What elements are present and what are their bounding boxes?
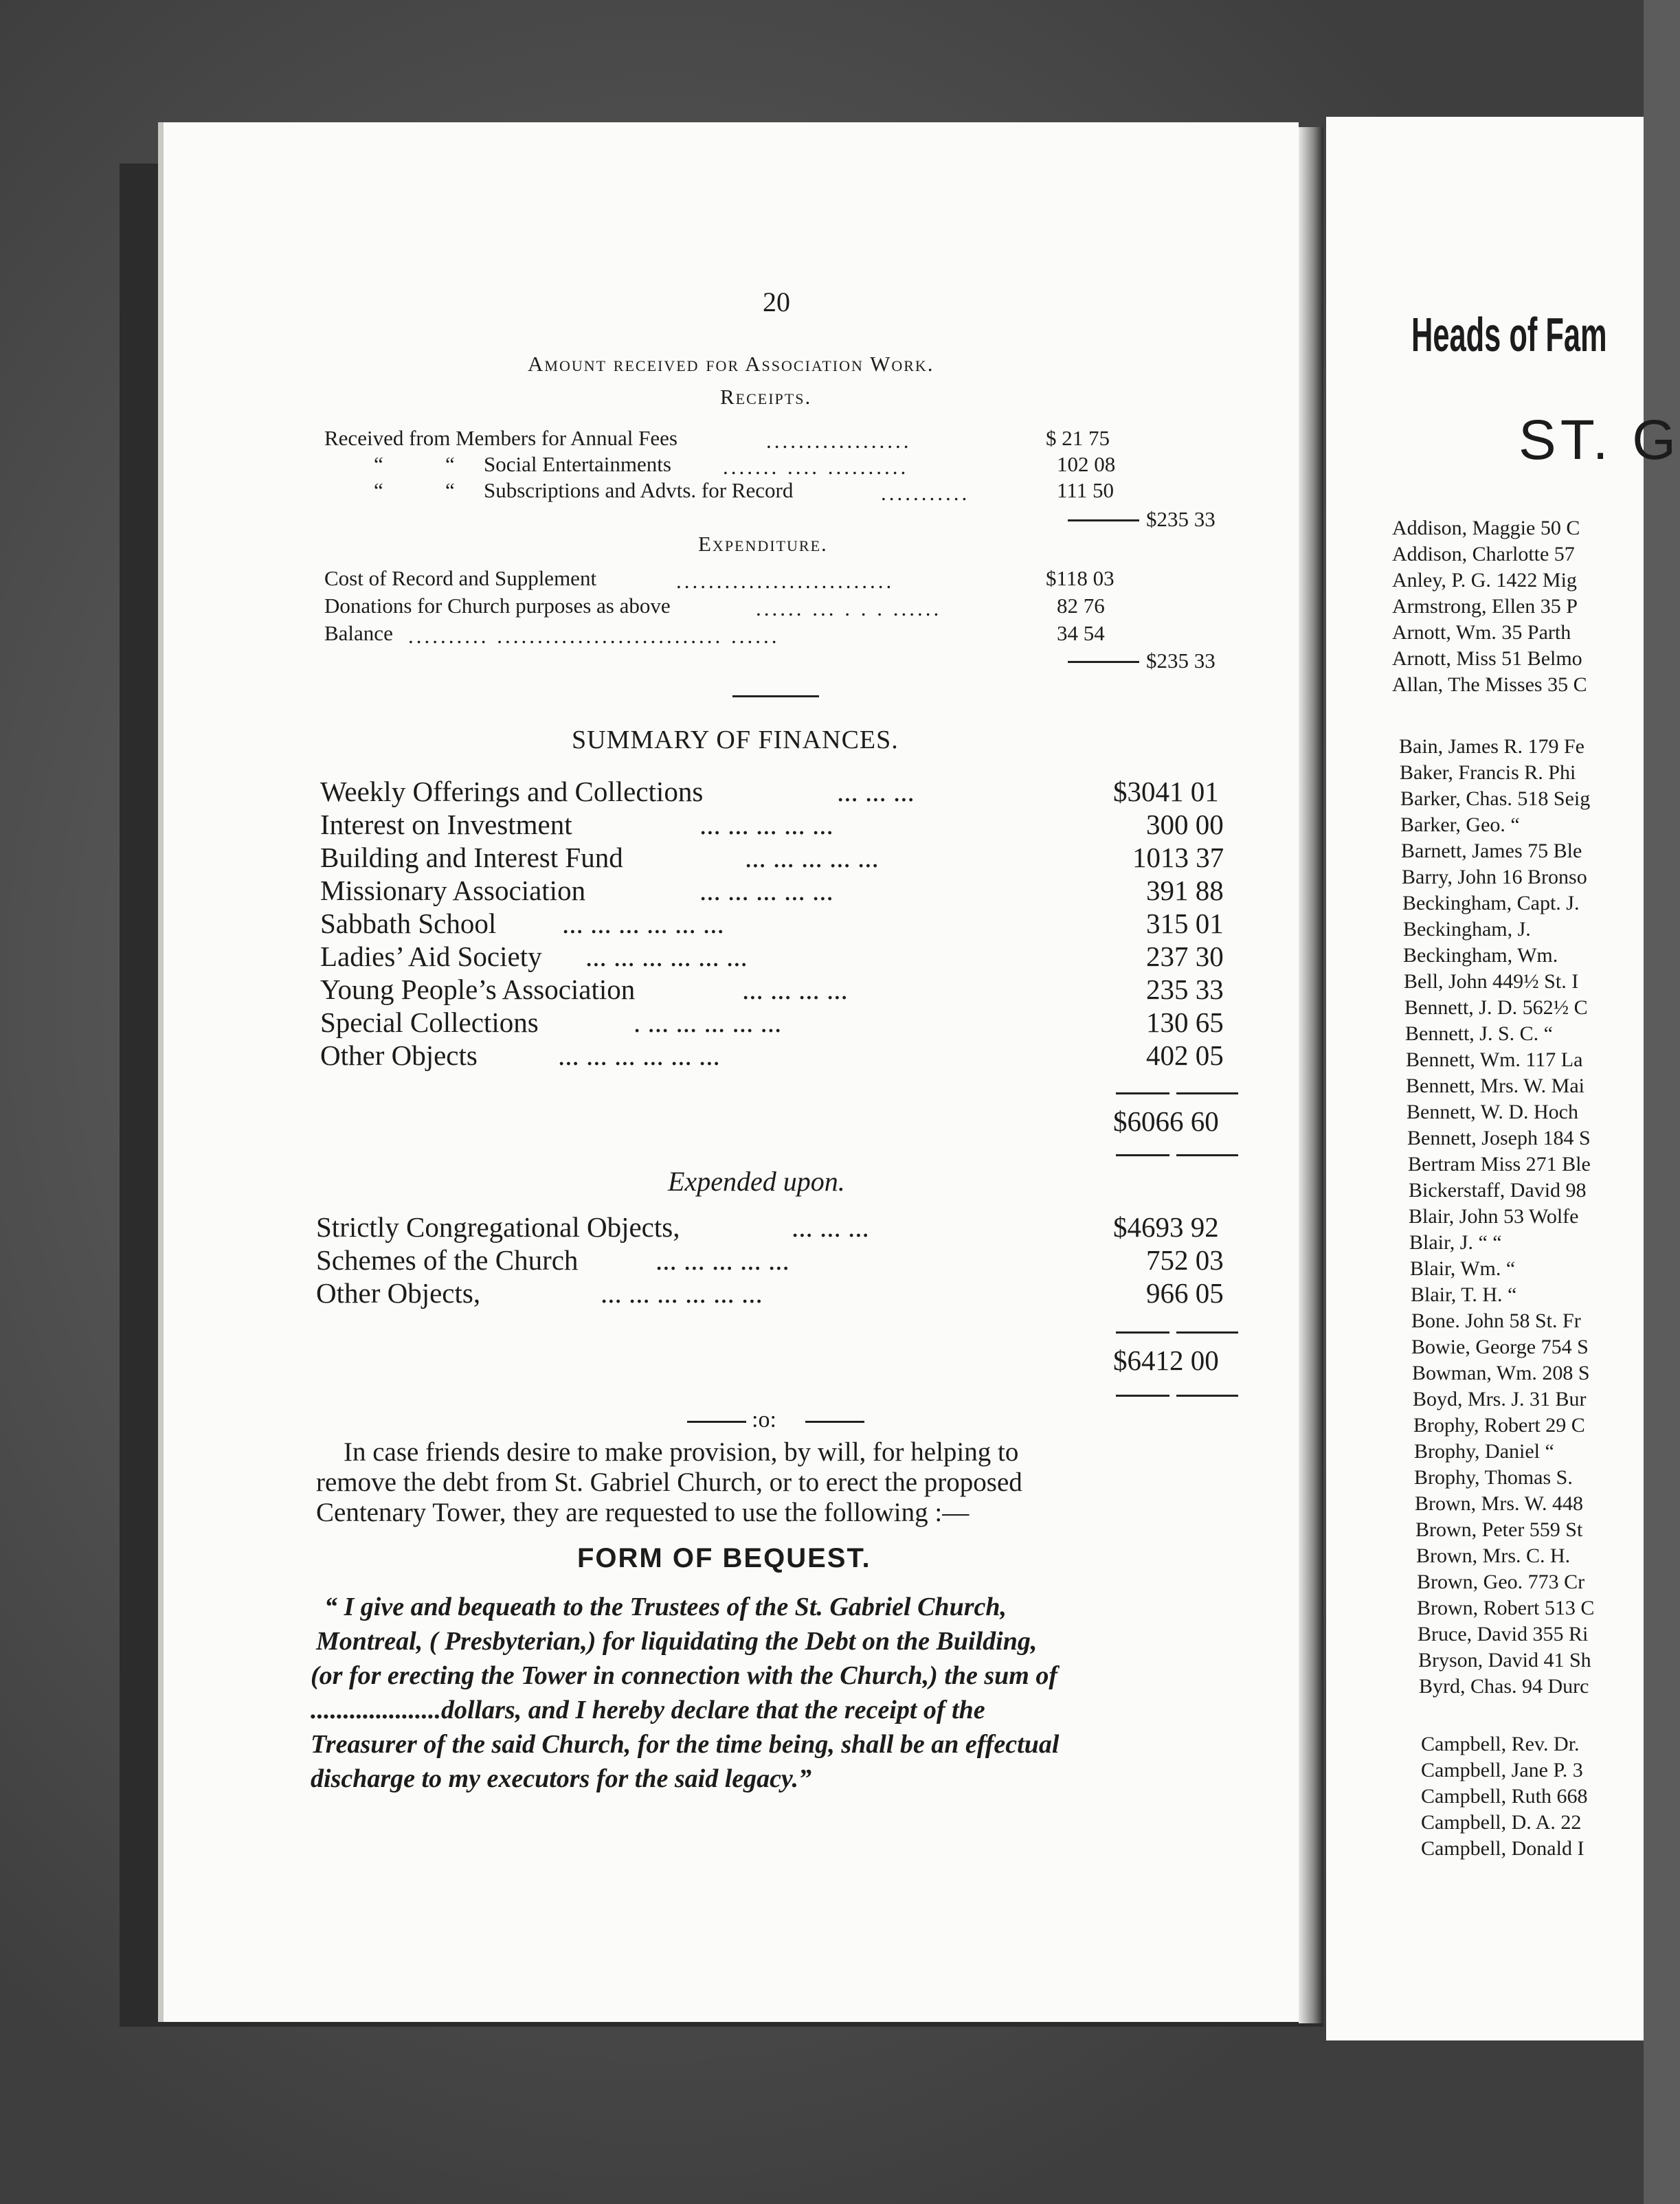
separator-mark: :o: (752, 1407, 776, 1432)
summary-dots: ... ... ... ... ... (745, 842, 879, 873)
summary-label: Interest on Investment (320, 809, 572, 840)
family-entry: Bain, James R. 179 Fe (1399, 735, 1584, 758)
total-rule (1176, 1154, 1238, 1156)
family-entry: Brown, Peter 559 St (1415, 1518, 1583, 1541)
family-entry: Beckingham, J. (1403, 918, 1531, 941)
family-entry: Byrd, Chas. 94 Durc (1419, 1675, 1589, 1698)
receipt-amount-1: $ 21 75 (1046, 426, 1110, 450)
family-entry: Arnott, Wm. 35 Parth (1392, 621, 1571, 644)
paragraph-line-3: Centenary Tower, they are requested to use the following :— (316, 1498, 970, 1527)
summary-dots: ... ... ... ... ... ... (558, 1039, 720, 1071)
expenditure-title: Expenditure. (698, 532, 828, 556)
expenditure-dots-2: ...... ... . . . ...... (756, 596, 942, 620)
receipt-amount-3: 111 50 (1057, 478, 1114, 502)
summary-label: Special Collections (320, 1007, 539, 1038)
family-entry: Bennett, J. D. 562½ C (1404, 996, 1588, 1019)
family-entry: Allan, The Misses 35 C (1392, 673, 1587, 696)
family-entry: Bone. John 58 St. Fr (1411, 1309, 1581, 1332)
summary-title: SUMMARY OF FINANCES. (572, 726, 899, 754)
family-entry: Bowie, George 754 S (1411, 1336, 1589, 1358)
family-entry: Brown, Mrs. W. 448 (1415, 1492, 1584, 1515)
ditto-mark: “ (374, 478, 383, 502)
separator-rule (687, 1421, 746, 1423)
expenditure-dots-3: .......... ............................ ...... (408, 624, 780, 648)
section-divider (732, 695, 819, 697)
receipts-title: Receipts. (720, 385, 812, 409)
expended-amount: 966 05 (1146, 1277, 1224, 1309)
family-entry: Addison, Charlotte 57 (1392, 543, 1575, 565)
bequest-title: FORM OF BEQUEST. (577, 1543, 871, 1573)
bequest-line-4: ....................dollars, and I hereby declare that the receipt of the (311, 1696, 985, 1724)
expenditure-amount-3: 34 54 (1057, 621, 1105, 645)
ditto-mark: “ (374, 452, 383, 476)
total-rule (1116, 1395, 1169, 1397)
family-entry: Bickerstaff, David 98 (1409, 1179, 1587, 1202)
family-entry: Arnott, Miss 51 Belmo (1392, 647, 1582, 670)
family-entry: Anley, P. G. 1422 Mig (1392, 569, 1577, 592)
family-entry: Bruce, David 355 Ri (1418, 1623, 1589, 1645)
family-entry: Bennett, Joseph 184 S (1407, 1127, 1591, 1149)
ditto-mark: “ (445, 478, 455, 502)
summary-label: Sabbath School (320, 908, 497, 939)
family-entry: Campbell, Rev. Dr. (1421, 1733, 1580, 1755)
family-entry: Bertram Miss 271 Ble (1408, 1153, 1591, 1176)
receipt-dots-3: ........... (881, 481, 970, 505)
summary-label: Other Objects (320, 1039, 478, 1071)
receipt-label-2: Social Entertainments (484, 452, 671, 476)
total-rule (1176, 1092, 1238, 1094)
expended-dots: ... ... ... (792, 1211, 869, 1243)
family-entry: Campbell, Donald I (1421, 1837, 1584, 1860)
family-entry: Bell, John 449½ St. I (1404, 970, 1579, 993)
expended-total: $6412 00 (1113, 1345, 1219, 1376)
receipt-dots-2: ....... .... .......... (723, 455, 909, 479)
total-rule (1116, 1154, 1169, 1156)
right-page-subheading: ST. G (1519, 409, 1680, 471)
bequest-line-2: Montreal, ( Presbyterian,) for liquidating the Debt on the Building, (316, 1627, 1038, 1656)
family-entry: Blair, T. H. “ (1411, 1283, 1517, 1306)
expended-dots: ... ... ... ... ... (656, 1244, 789, 1276)
summary-label: Young People’s Association (320, 974, 636, 1005)
summary-amount: 235 33 (1146, 974, 1224, 1005)
summary-dots: ... ... ... ... (742, 974, 848, 1005)
summary-amount: 391 88 (1146, 875, 1224, 906)
family-entry: Beckingham, Capt. J. (1402, 892, 1580, 914)
summary-label: Missionary Association (320, 875, 586, 906)
family-entry: Campbell, D. A. 22 (1421, 1811, 1582, 1834)
summary-label: Weekly Offerings and Collections (320, 776, 704, 807)
family-entry: Beckingham, Wm. (1403, 944, 1558, 967)
summary-dots: ... ... ... ... ... (699, 875, 833, 906)
total-rule (1176, 1331, 1238, 1334)
receipts-total: $235 33 (1146, 507, 1216, 531)
expenditure-label-1: Cost of Record and Supplement (324, 566, 597, 590)
bequest-line-1: “ I give and bequeath to the Trustees of the St. Gabriel Church, (324, 1593, 1007, 1621)
family-entry: Campbell, Jane P. 3 (1421, 1759, 1583, 1781)
summary-dots: ... ... ... ... ... (699, 809, 833, 840)
family-entry: Boyd, Mrs. J. 31 Bur (1413, 1388, 1587, 1410)
summary-dots: ... ... ... (837, 776, 915, 807)
paragraph-line-1: In case friends desire to make provision, by will, for helping to (344, 1437, 1019, 1467)
association-heading: Amount received for Association Work. (528, 352, 934, 376)
family-entry: Bennett, Mrs. W. Mai (1406, 1075, 1584, 1097)
expended-dots: ... ... ... ... ... ... (601, 1277, 763, 1309)
family-entry: Barnett, James 75 Ble (1401, 840, 1582, 862)
family-entry: Brophy, Robert 29 C (1413, 1414, 1585, 1437)
family-entry: Brown, Robert 513 C (1417, 1597, 1595, 1619)
family-entry: Barry, John 16 Bronso (1402, 866, 1587, 888)
family-entry: Addison, Maggie 50 C (1392, 517, 1580, 539)
expenditure-label-3: Balance (324, 621, 393, 645)
receipt-label-3: Subscriptions and Advts. for Record (484, 478, 794, 502)
expended-label: Strictly Congregational Objects, (316, 1211, 680, 1243)
expenditure-amount-2: 82 76 (1057, 594, 1105, 618)
family-entry: Blair, Wm. “ (1410, 1257, 1516, 1280)
family-entry: Bowman, Wm. 208 S (1412, 1362, 1590, 1384)
family-entry: Brown, Mrs. C. H. (1416, 1544, 1571, 1567)
bequest-line-5: Treasurer of the said Church, for the time being, shall be an effectual (311, 1730, 1060, 1759)
expended-label: Schemes of the Church (316, 1244, 579, 1276)
ditto-mark: “ (445, 452, 455, 476)
summary-amount: $3041 01 (1113, 776, 1219, 807)
expended-amount: $4693 92 (1113, 1211, 1219, 1243)
right-page-heading: Heads of Fam (1411, 308, 1607, 361)
family-entry: Campbell, Ruth 668 (1421, 1785, 1588, 1808)
total-rule (1068, 519, 1139, 521)
family-entry: Baker, Francis R. Phi (1400, 761, 1576, 784)
summary-amount: 315 01 (1146, 908, 1224, 939)
expenditure-total: $235 33 (1146, 649, 1216, 673)
summary-amount: 300 00 (1146, 809, 1224, 840)
separator-rule (805, 1421, 864, 1423)
expended-title: Expended upon. (668, 1166, 845, 1197)
family-entry: Armstrong, Ellen 35 P (1392, 595, 1578, 618)
expended-amount: 752 03 (1146, 1244, 1224, 1276)
family-entry: Bennett, W. D. Hoch (1407, 1101, 1578, 1123)
summary-dots: . ... ... ... ... ... (634, 1007, 782, 1038)
receipt-amount-2: 102 08 (1057, 452, 1116, 476)
receipt-dots-1: .................. (766, 429, 912, 453)
family-entry: Barker, Geo. “ (1400, 813, 1520, 836)
total-rule (1116, 1092, 1169, 1094)
family-entry: Barker, Chas. 518 Seig (1400, 787, 1591, 810)
bequest-line-6: discharge to my executors for the said legacy.” (311, 1764, 811, 1793)
page-number: 20 (763, 286, 790, 317)
summary-amount: 130 65 (1146, 1007, 1224, 1038)
summary-amount: 1013 37 (1132, 842, 1224, 873)
receipt-label-1: Received from Members for Annual Fees (324, 426, 677, 450)
summary-label: Ladies’ Aid Society (320, 941, 542, 972)
family-entry: Brophy, Daniel “ (1414, 1440, 1554, 1463)
summary-total: $6066 60 (1113, 1105, 1219, 1137)
total-rule (1176, 1395, 1238, 1397)
family-entry: Brophy, Thomas S. (1414, 1466, 1573, 1489)
expenditure-dots-1: ........................... (676, 569, 895, 593)
summary-label: Building and Interest Fund (320, 842, 623, 873)
summary-amount: 237 30 (1146, 941, 1224, 972)
summary-dots: ... ... ... ... ... ... (585, 941, 748, 972)
book-gutter (1299, 127, 1323, 2023)
total-rule (1116, 1331, 1169, 1334)
family-entry: Brown, Geo. 773 Cr (1417, 1571, 1585, 1593)
family-entry: Bennett, J. S. C. “ (1405, 1022, 1553, 1045)
family-entry: Bryson, David 41 Sh (1418, 1649, 1591, 1672)
bequest-line-3: (or for erecting the Tower in connection with the Church,) the sum of (311, 1661, 1058, 1690)
family-entry: Blair, J. “ “ (1409, 1231, 1502, 1254)
expended-label: Other Objects, (316, 1277, 481, 1309)
family-entry: Blair, John 53 Wolfe (1409, 1205, 1579, 1228)
expenditure-label-2: Donations for Church purposes as above (324, 594, 671, 618)
summary-amount: 402 05 (1146, 1039, 1224, 1071)
family-entry: Bennett, Wm. 117 La (1406, 1048, 1583, 1071)
paragraph-line-2: remove the debt from St. Gabriel Church, or to erect the proposed (316, 1468, 1022, 1497)
total-rule (1068, 661, 1139, 663)
expenditure-amount-1: $118 03 (1046, 566, 1115, 590)
summary-dots: ... ... ... ... ... ... (562, 908, 724, 939)
